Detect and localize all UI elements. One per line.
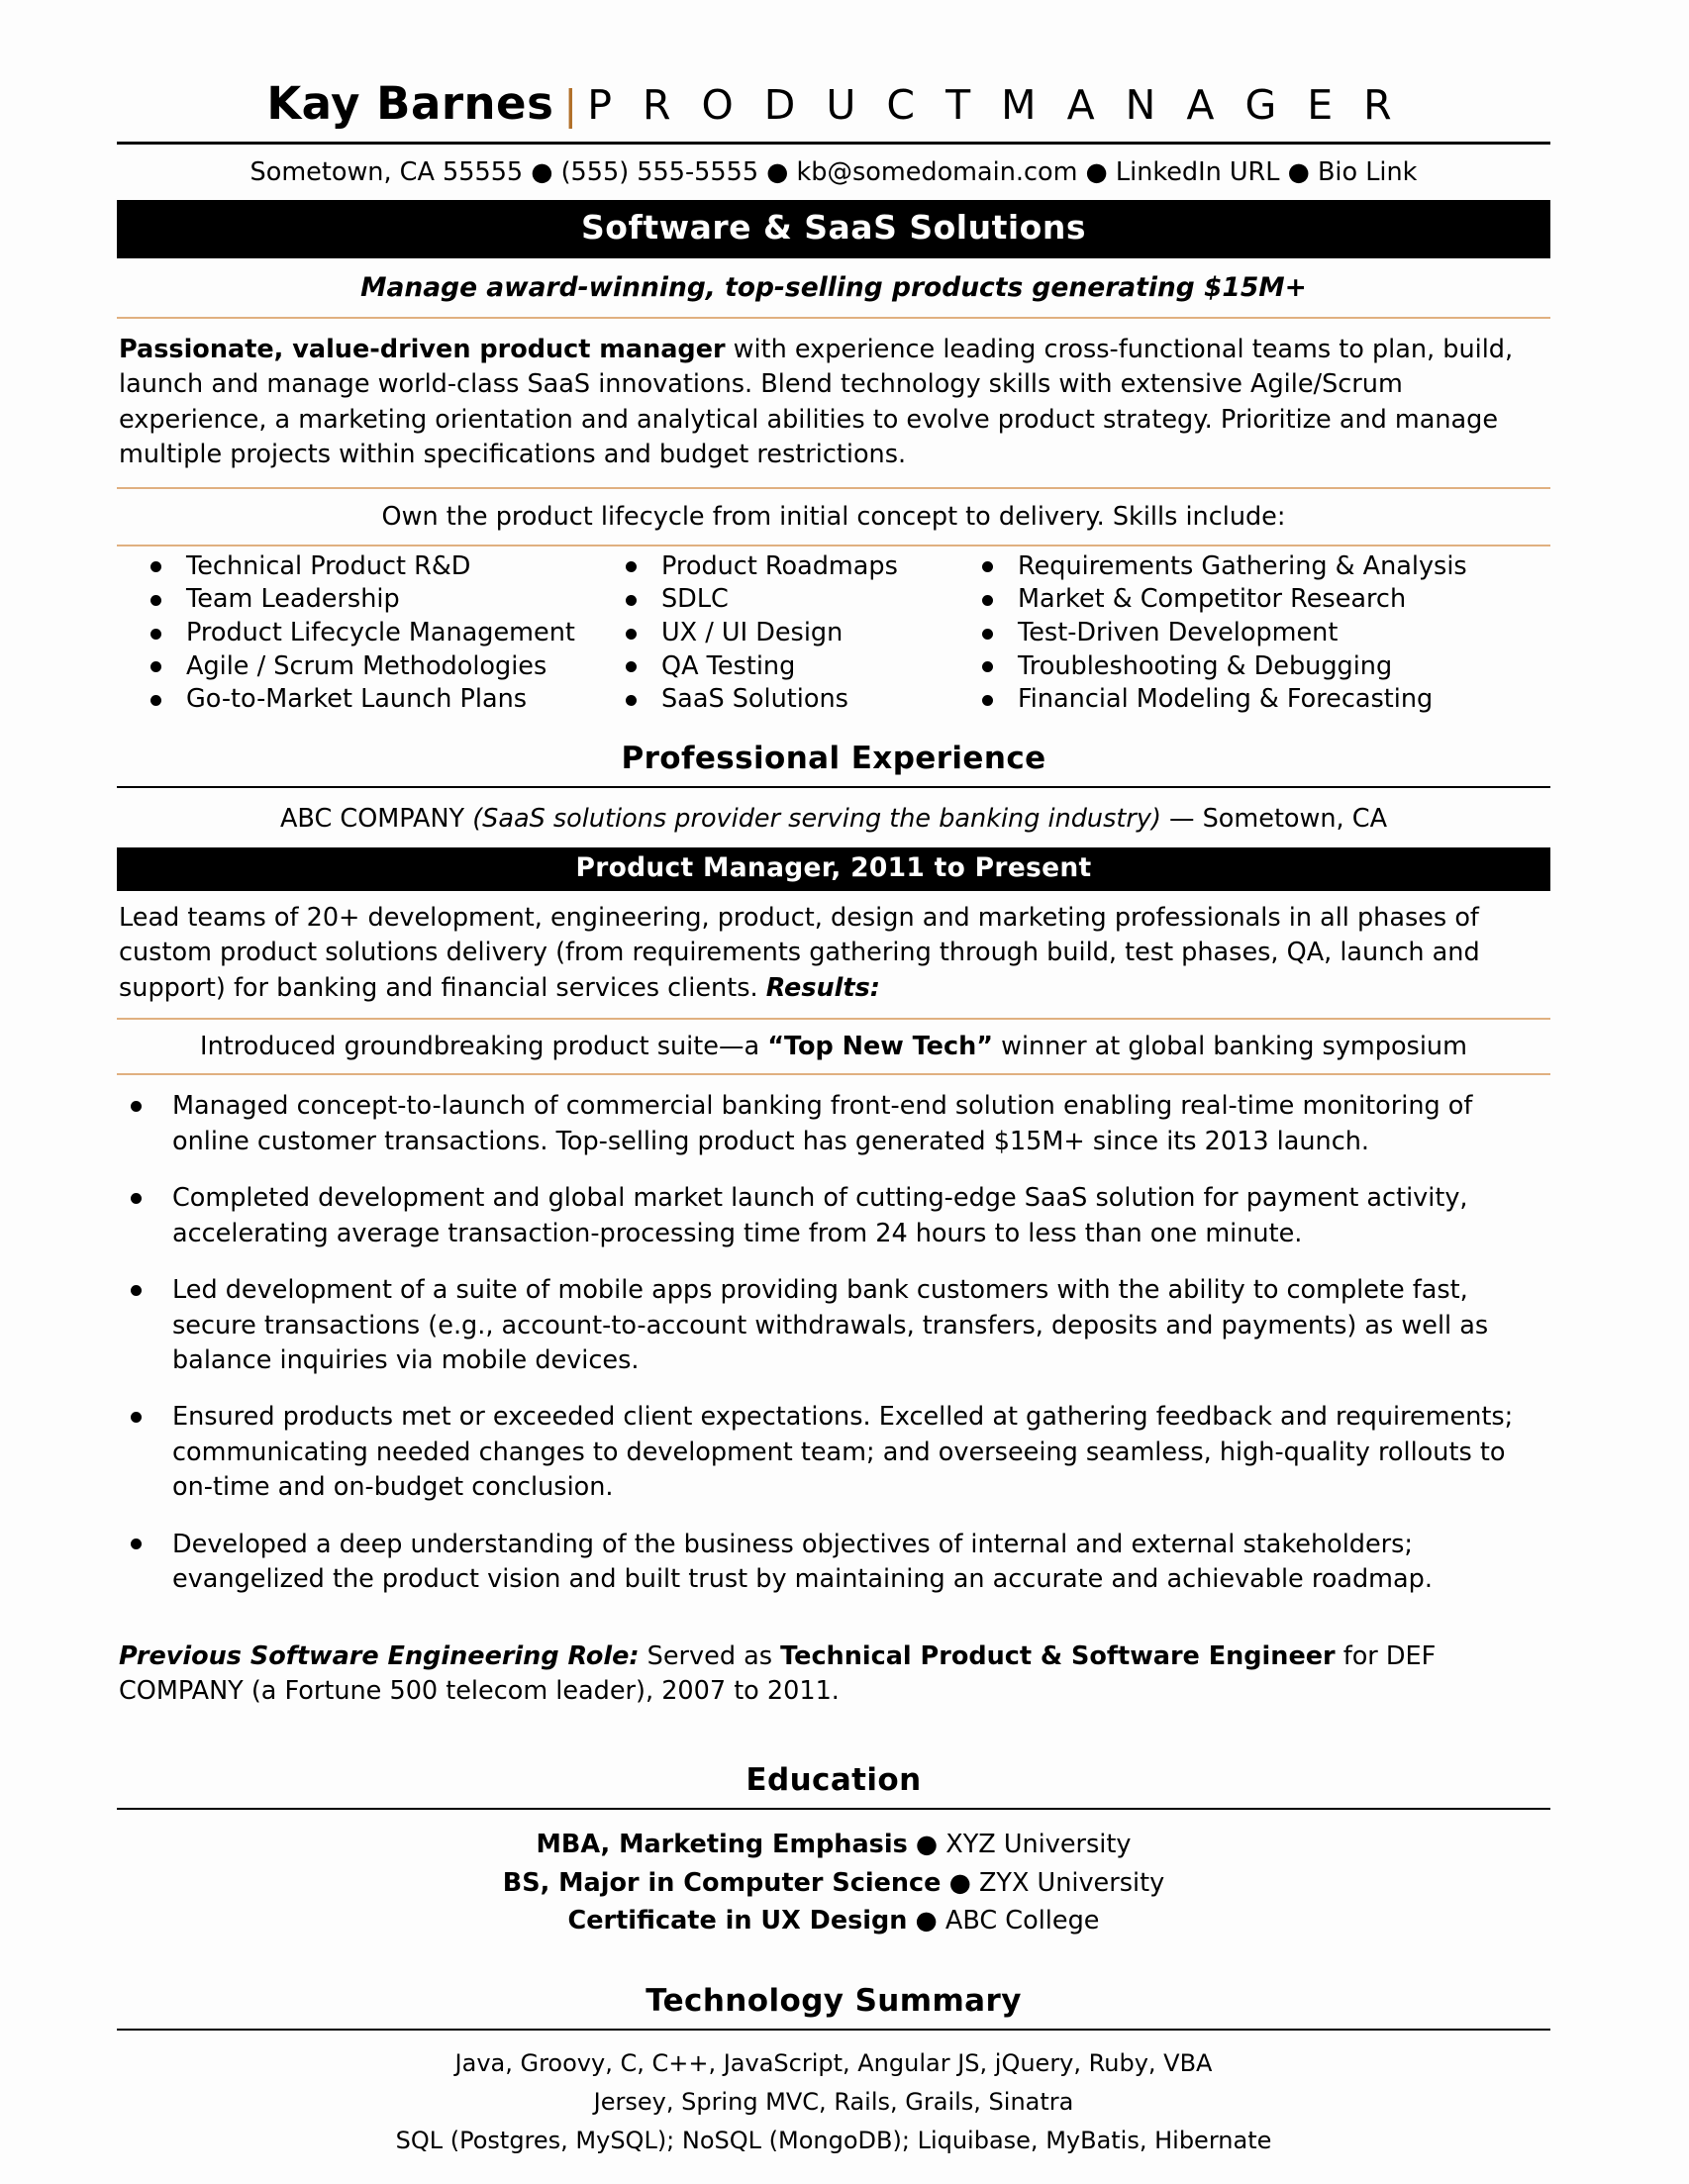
bullet-dot-icon xyxy=(982,661,993,672)
education-school: XYZ University xyxy=(945,1830,1132,1860)
previous-role-label: Previous Software Engineering Role: xyxy=(119,1640,640,1671)
company-location: — Sometown, CA xyxy=(1169,804,1388,835)
skill-item xyxy=(614,650,970,684)
skill-item xyxy=(139,683,614,717)
education-list xyxy=(117,1810,1550,1947)
bullet-dot-icon xyxy=(982,561,993,572)
skill-label: QA Testing xyxy=(661,650,796,681)
job-intro-text: Lead teams of 20+ development, engineering, product, design and marketing professionals in all phases of custom product solutions delivery (from requirements gathering through build, test phases, QA, launch and support) for banking and financial services clients. xyxy=(119,903,1480,1003)
skill-item xyxy=(139,583,614,617)
company-line xyxy=(117,788,1550,847)
skill-label: Product Lifecycle Management xyxy=(186,618,575,648)
skill-label: Agile / Scrum Methodologies xyxy=(186,650,547,681)
education-school: ZYX University xyxy=(978,1867,1165,1898)
education-separator: ● xyxy=(907,1830,946,1860)
bullet-dot-icon xyxy=(626,595,637,606)
bullet-dot-icon xyxy=(131,1412,142,1423)
experience-bullet xyxy=(117,1528,1550,1598)
resume-content xyxy=(117,77,1550,2160)
skill-item xyxy=(139,617,614,650)
bullet-text: Developed a deep understanding of the business objectives of internal and external stakeholders; evangelized the product vision and built trust by maintaining an accurate and achievable roadmap. xyxy=(172,1529,1433,1595)
skill-item xyxy=(614,617,970,650)
candidate-title: P R O D U C T M A N A G E R xyxy=(587,81,1401,129)
contact-line: Sometown, CA 55555 ● (555) 555-5555 ● kb@somedomain.com ● LinkedIn URL ● Bio Link xyxy=(249,157,1418,187)
previous-role-title: Technical Product & Software Engineer xyxy=(780,1640,1336,1671)
skills-column-2 xyxy=(614,550,970,717)
professional-summary xyxy=(117,319,1550,487)
bullet-dot-icon xyxy=(131,1285,142,1296)
bullet-dot-icon xyxy=(626,695,637,706)
skills-grid xyxy=(117,546,1550,727)
skills-heading: Own the product lifecycle from initial concept to delivery. Skills include: xyxy=(381,501,1286,532)
technology-line: Jersey, Spring MVC, Rails, Grails, Sinatra xyxy=(593,2088,1074,2117)
experience-bullets xyxy=(117,1075,1550,1625)
bullet-dot-icon xyxy=(131,1193,142,1204)
job-results-label: Results: xyxy=(765,972,880,1003)
skill-label: Requirements Gathering & Analysis xyxy=(1018,550,1467,581)
previous-role xyxy=(117,1626,1550,1710)
technology-line: SQL (Postgres, MySQL); NoSQL (MongoDB); Liquibase, MyBatis, Hibernate xyxy=(395,2126,1272,2154)
experience-bullet xyxy=(117,1181,1550,1251)
skill-label: SDLC xyxy=(661,584,729,615)
company-description: (SaaS solutions provider serving the banking industry) xyxy=(472,804,1161,835)
education-entry xyxy=(117,1902,1550,1939)
skill-label: Market & Competitor Research xyxy=(1018,584,1407,615)
skill-item xyxy=(970,550,1525,584)
skill-item xyxy=(139,650,614,684)
skill-label: Financial Modeling & Forecasting xyxy=(1018,684,1434,715)
skill-item xyxy=(970,683,1525,717)
name-title-divider: | xyxy=(563,81,578,129)
education-entry xyxy=(117,1826,1550,1863)
previous-role-pre: Served as xyxy=(639,1640,781,1671)
education-separator: ● xyxy=(907,1905,945,1936)
job-intro xyxy=(117,891,1550,1018)
skill-label: Product Roadmaps xyxy=(661,550,898,581)
bullet-dot-icon xyxy=(626,661,637,672)
skill-item xyxy=(970,617,1525,650)
section-title-technology: Technology Summary xyxy=(646,1983,1022,2020)
education-school: ABC College xyxy=(944,1905,1100,1936)
bullet-text: Managed concept-to-launch of commercial banking front-end solution enabling real-time monitoring of online customer transactions. Top-selling product has generated $15M+ since its 2013 launch. xyxy=(172,1091,1473,1156)
section-title-experience: Professional Experience xyxy=(621,741,1046,777)
experience-bullet xyxy=(117,1089,1550,1159)
key-highlight xyxy=(117,1020,1550,1073)
highlight-pre: Introduced groundbreaking product suite—a xyxy=(200,1032,768,1062)
bullet-dot-icon xyxy=(150,629,161,640)
education-degree: BS, Major in Computer Science xyxy=(502,1867,942,1898)
section-title-education: Education xyxy=(745,1762,922,1799)
skills-column-3 xyxy=(970,550,1525,717)
skill-label: SaaS Solutions xyxy=(661,684,848,715)
bullet-dot-icon xyxy=(131,1101,142,1112)
skill-label: UX / UI Design xyxy=(661,618,844,648)
bullet-text: Completed development and global market launch of cutting-edge SaaS solution for payment activity, accelerating average transaction-processing time from 24 hours to less than one minute. xyxy=(172,1183,1468,1248)
tagline: Manage award-winning, top-selling products generating $15M+ xyxy=(360,272,1307,303)
bullet-dot-icon xyxy=(150,695,161,706)
bullet-dot-icon xyxy=(150,595,161,606)
skill-item xyxy=(614,583,970,617)
bullet-text: Led development of a suite of mobile apps providing bank customers with the ability to complete fast, secure transactions (e.g., account-to-account withdrawals, transfers, deposits and payments) as well as balance inquiries via mobile devices. xyxy=(172,1275,1489,1375)
summary-lead: Passionate, value-driven product manager xyxy=(119,335,726,364)
specialty-banner: Software & SaaS Solutions xyxy=(117,200,1550,258)
skill-label: Technical Product R&D xyxy=(186,550,471,581)
bullet-dot-icon xyxy=(982,629,993,640)
bullet-text: Ensured products met or exceeded client expectations. Excelled at gathering feedback and requirements; communicating needed changes to development team; and overseeing seamless, high-quality rollouts to on-time and on-budget conclusion. xyxy=(172,1402,1514,1503)
technology-list xyxy=(117,2031,1550,2160)
skill-label: Test-Driven Development xyxy=(1018,618,1339,648)
experience-bullet xyxy=(117,1273,1550,1378)
job-title-banner: Product Manager, 2011 to Present xyxy=(117,847,1550,891)
experience-bullet xyxy=(117,1400,1550,1505)
skill-item xyxy=(970,583,1525,617)
summary-text: with experience leading cross-functional teams to plan, build, launch and manage world-class SaaS innovations. Blend technology skills with extensive Agile/Scrum experience, a marketing orientation and analytical abilities to evolve product strategy. Prioritize and manage multiple projects within specifications and budget restrictions. xyxy=(119,335,1514,470)
education-separator: ● xyxy=(941,1867,979,1898)
bullet-dot-icon xyxy=(626,561,637,572)
education-entry xyxy=(117,1864,1550,1902)
skill-label: Team Leadership xyxy=(186,584,400,615)
candidate-name: Kay Barnes xyxy=(266,77,554,130)
skill-label: Troubleshooting & Debugging xyxy=(1018,650,1393,681)
skill-item xyxy=(139,550,614,584)
bullet-dot-icon xyxy=(131,1539,142,1549)
previous-role-post: for DEF COMPANY (a Fortune 500 telecom leader), 2007 to 2011. xyxy=(119,1640,1437,1707)
technology-line: Java, Groovy, C, C++, JavaScript, Angular JS, jQuery, Ruby, VBA xyxy=(454,2049,1213,2078)
skill-label: Go-to-Market Launch Plans xyxy=(186,684,528,715)
resume-header-nameline xyxy=(117,77,1550,138)
company-name: ABC COMPANY xyxy=(279,804,465,835)
bullet-dot-icon xyxy=(150,561,161,572)
bullet-dot-icon xyxy=(626,629,637,640)
bullet-dot-icon xyxy=(982,595,993,606)
bullet-dot-icon xyxy=(150,661,161,672)
skill-item xyxy=(970,650,1525,684)
education-degree: Certificate in UX Design xyxy=(567,1905,908,1936)
education-degree: MBA, Marketing Emphasis xyxy=(536,1830,908,1860)
highlight-post: winner at global banking symposium xyxy=(993,1032,1467,1062)
skill-item xyxy=(614,550,970,584)
highlight-award: “Top New Tech” xyxy=(767,1032,994,1062)
skill-item xyxy=(614,683,970,717)
skills-column-1 xyxy=(117,550,614,717)
bullet-dot-icon xyxy=(982,695,993,706)
